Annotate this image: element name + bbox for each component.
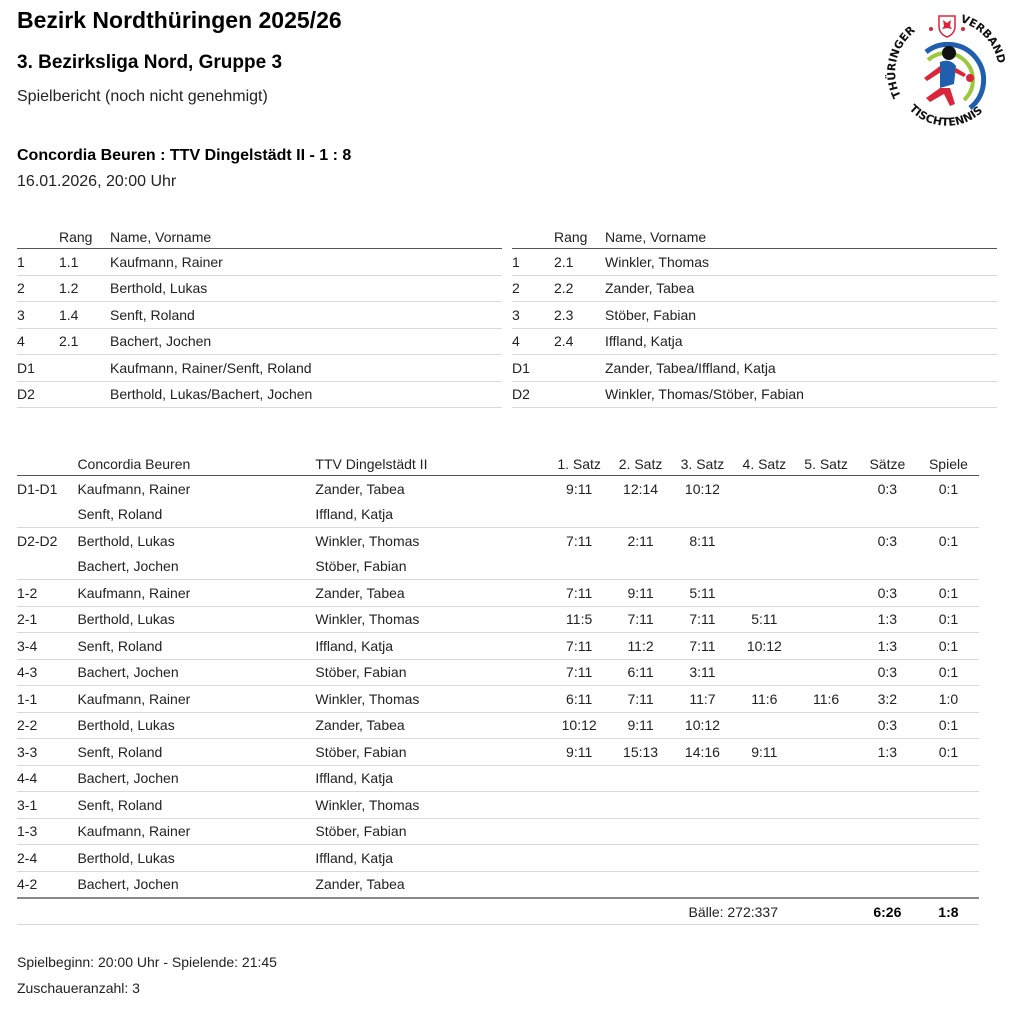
away-player: Zander, Tabea <box>315 871 548 898</box>
set5-header: 5. Satz <box>795 452 857 476</box>
set-4-score <box>733 871 795 898</box>
saetze-score: 0:3 <box>857 659 918 686</box>
set-5-score <box>795 845 857 872</box>
empty-cell <box>610 554 672 580</box>
logo-text-bottom: TISCHTENNIS <box>906 101 986 129</box>
spiele-score: 0:1 <box>918 712 979 739</box>
home-partner: Bachert, Jochen <box>77 554 315 580</box>
lineup-rang <box>59 355 110 382</box>
spiele-score: 0:1 <box>938 532 959 549</box>
match-row <box>17 792 979 819</box>
home-player: Senft, Roland <box>77 633 315 660</box>
lineup-rang: 1.4 <box>59 302 110 329</box>
set-2-score: 6:11 <box>610 659 672 686</box>
set-4-score <box>733 792 795 819</box>
lineup-name: Winkler, Thomas <box>605 249 997 276</box>
match-row <box>17 633 979 660</box>
set-3-score <box>672 765 734 792</box>
match-code: 3-3 <box>17 739 77 766</box>
away-player: Winkler, Thomas <box>315 532 420 549</box>
match-title: Concordia Beuren : TTV Dingelstädt II - 1 : 8 <box>17 147 352 164</box>
lineup-pos: 2 <box>512 275 554 302</box>
lineup-pos: 4 <box>512 328 554 355</box>
saetze-score: 1:3 <box>857 739 918 766</box>
set-3-score: 7:11 <box>672 606 734 633</box>
lineup-pos: 3 <box>17 302 59 329</box>
set-3-score: 14:16 <box>672 739 734 766</box>
away-player: Winkler, Thomas <box>315 606 548 633</box>
lineup-rang: 2.2 <box>554 275 605 302</box>
set-2-score <box>610 792 672 819</box>
name-header: Name, Vorname <box>605 226 997 249</box>
set4-header: 4. Satz <box>733 452 795 476</box>
lineup-name: Kaufmann, Rainer <box>110 249 502 276</box>
empty-cell <box>857 502 918 528</box>
away-player: Zander, Tabea <box>315 712 548 739</box>
home-team-header: Concordia Beuren <box>77 452 315 476</box>
saetze-score <box>857 765 918 792</box>
lineup-pos: 1 <box>17 249 59 276</box>
set-2-score <box>610 845 672 872</box>
set-5-score <box>795 606 857 633</box>
set-4-score <box>733 580 795 607</box>
set-4-score: 9:11 <box>733 739 795 766</box>
totals-row <box>17 898 979 925</box>
saetze-score: 0:3 <box>877 532 898 549</box>
empty-cell <box>549 554 610 580</box>
set-1-score: 7:11 <box>549 580 610 607</box>
set-3-score <box>672 845 734 872</box>
empty-cell <box>733 554 795 580</box>
match-row <box>17 580 979 607</box>
name-header: Name, Vorname <box>110 226 502 249</box>
lineup-row <box>512 249 997 276</box>
match-code: D1-D1 <box>17 480 58 497</box>
home-player: Berthold, Lukas <box>77 532 175 549</box>
set-1-score: 7:11 <box>549 633 610 660</box>
spiele-score <box>918 818 979 845</box>
spiele-score: 1:0 <box>918 686 979 713</box>
lineup-pos: 3 <box>512 302 554 329</box>
set-3-score: 10:12 <box>684 480 720 497</box>
away-player: Stöber, Fabian <box>315 739 548 766</box>
set-1-score <box>549 792 610 819</box>
match-row <box>17 476 979 502</box>
match-row <box>17 712 979 739</box>
away-partner: Iffland, Katja <box>315 502 548 528</box>
lineup-pos: D2 <box>512 381 554 408</box>
home-player: Kaufmann, Rainer <box>77 686 315 713</box>
home-lineup-table <box>17 226 502 408</box>
match-code: 4-2 <box>17 871 77 898</box>
lineup-row <box>17 275 502 302</box>
set-3-score: 5:11 <box>672 580 734 607</box>
pos-header <box>512 226 554 249</box>
lineup-pos: D2 <box>17 381 59 408</box>
set-3-score: 11:7 <box>672 686 734 713</box>
set-2-score <box>610 871 672 898</box>
lineup-pos: 1 <box>512 249 554 276</box>
set-1-score: 11:5 <box>549 606 610 633</box>
match-code: 1-1 <box>17 686 77 713</box>
away-player: Stöber, Fabian <box>315 818 548 845</box>
set-2-score: 12:14 <box>623 480 659 497</box>
saetze-score <box>857 845 918 872</box>
coat-of-arms-icon <box>939 16 955 37</box>
set-5-score <box>795 633 857 660</box>
lineup-row <box>512 275 997 302</box>
set-2-score: 7:11 <box>610 606 672 633</box>
lineup-row <box>17 249 502 276</box>
home-player: Kaufmann, Rainer <box>77 580 315 607</box>
rang-header: Rang <box>59 226 110 249</box>
set-1-score: 6:11 <box>549 686 610 713</box>
set-3-score: 10:12 <box>672 712 734 739</box>
empty-cell <box>795 554 857 580</box>
set-1-score <box>549 871 610 898</box>
lineup-rang: 2.1 <box>554 249 605 276</box>
home-player: Bachert, Jochen <box>77 871 315 898</box>
lineup-name: Berthold, Lukas/Bachert, Jochen <box>110 381 502 408</box>
lineup-rang: 1.1 <box>59 249 110 276</box>
set-1-score: 10:12 <box>549 712 610 739</box>
lineup-name: Stöber, Fabian <box>605 302 997 329</box>
set-1-score: 7:11 <box>566 532 593 549</box>
lineup-rang <box>554 355 605 382</box>
set-3-score <box>672 818 734 845</box>
home-partner: Senft, Roland <box>77 502 315 528</box>
lineup-name: Senft, Roland <box>110 302 502 329</box>
spiele-score: 0:1 <box>938 480 959 497</box>
code-header <box>17 452 77 476</box>
spiele-score <box>918 765 979 792</box>
saetze-header: Sätze <box>857 452 918 476</box>
spiele-header: Spiele <box>918 452 979 476</box>
lineup-rang <box>59 381 110 408</box>
spiele-score: 0:1 <box>918 606 979 633</box>
match-row-partner <box>17 502 979 528</box>
match-code: 1-2 <box>17 580 77 607</box>
match-code: 3-1 <box>17 792 77 819</box>
lineup-row <box>512 302 997 329</box>
empty-cell <box>857 554 918 580</box>
set-2-score <box>610 818 672 845</box>
match-row <box>17 765 979 792</box>
home-player: Senft, Roland <box>77 739 315 766</box>
set-4-score <box>733 659 795 686</box>
lineup-rang: 2.1 <box>59 328 110 355</box>
saetze-score <box>857 818 918 845</box>
home-player: Bachert, Jochen <box>77 659 315 686</box>
lineup-row <box>17 328 502 355</box>
balls-total: Bälle: 272:337 <box>610 898 857 925</box>
set-2-score: 9:11 <box>610 580 672 607</box>
lineup-row <box>17 302 502 329</box>
lineup-rang: 2.4 <box>554 328 605 355</box>
set-1-score: 7:11 <box>549 659 610 686</box>
empty-cell <box>610 502 672 528</box>
spectator-count: Zuschaueranzahl: 3 <box>17 980 140 996</box>
lineup-name: Winkler, Thomas/Stöber, Fabian <box>605 381 997 408</box>
home-player: Senft, Roland <box>77 792 315 819</box>
logo-text-left: THÜRINGER <box>885 23 918 101</box>
match-times: Spielbeginn: 20:00 Uhr - Spielende: 21:45 <box>17 954 277 970</box>
set-1-score: 9:11 <box>566 480 593 497</box>
away-player: Stöber, Fabian <box>315 659 548 686</box>
player-icon <box>924 44 984 108</box>
lineup-row <box>512 328 997 355</box>
set-4-score <box>733 476 795 502</box>
home-player: Bachert, Jochen <box>77 765 315 792</box>
lineup-name: Zander, Tabea <box>605 275 997 302</box>
lineup-row <box>17 355 502 382</box>
match-code: 3-4 <box>17 633 77 660</box>
set-5-score <box>795 712 857 739</box>
page-title: Bezirk Nordthüringen 2025/26 <box>17 7 342 33</box>
match-row <box>17 818 979 845</box>
set-3-score: 3:11 <box>672 659 734 686</box>
set-3-score: 7:11 <box>672 633 734 660</box>
empty-cell <box>795 502 857 528</box>
set-1-score <box>549 845 610 872</box>
set-5-score <box>795 765 857 792</box>
empty-cell <box>549 502 610 528</box>
spiele-score <box>918 871 979 898</box>
lineup-rang: 2.3 <box>554 302 605 329</box>
set-2-score: 15:13 <box>610 739 672 766</box>
lineup-rang <box>554 381 605 408</box>
lineup-row <box>512 381 997 408</box>
dot-icon <box>929 27 933 31</box>
set-5-score: 11:6 <box>795 686 857 713</box>
rang-header: Rang <box>554 226 605 249</box>
logo-text-right: VERBAND <box>958 12 1009 65</box>
saetze-score: 0:3 <box>857 712 918 739</box>
away-player: Iffland, Katja <box>315 765 548 792</box>
match-code: 2-2 <box>17 712 77 739</box>
set-5-score <box>795 528 857 554</box>
set1-header: 1. Satz <box>549 452 610 476</box>
away-team-header: TTV Dingelstädt II <box>315 452 548 476</box>
saetze-score: 1:3 <box>857 633 918 660</box>
away-player: Iffland, Katja <box>315 633 548 660</box>
set-4-score <box>733 818 795 845</box>
home-player: Berthold, Lukas <box>77 606 315 633</box>
set2-header: 2. Satz <box>610 452 672 476</box>
set-1-score <box>549 818 610 845</box>
match-row <box>17 871 979 898</box>
set-4-score <box>733 845 795 872</box>
match-code: D2-D2 <box>17 532 58 549</box>
set-2-score: 2:11 <box>627 532 654 549</box>
away-lineup-table <box>512 226 997 408</box>
set-4-score: 10:12 <box>733 633 795 660</box>
saetze-score: 1:3 <box>857 606 918 633</box>
set-5-score <box>795 792 857 819</box>
dot-icon <box>961 27 965 31</box>
ttv-logo <box>882 8 1012 138</box>
set-2-score: 7:11 <box>610 686 672 713</box>
spiele-score: 0:1 <box>918 739 979 766</box>
match-code-empty <box>17 554 77 580</box>
match-code-empty <box>17 502 77 528</box>
set-2-score: 9:11 <box>610 712 672 739</box>
match-row <box>17 606 979 633</box>
lineup-rang: 1.2 <box>59 275 110 302</box>
set-3-score <box>672 871 734 898</box>
empty-cell <box>672 502 734 528</box>
set-4-score <box>733 765 795 792</box>
lineup-row <box>17 381 502 408</box>
saetze-score <box>857 792 918 819</box>
set-4-score <box>733 712 795 739</box>
set-3-score <box>672 792 734 819</box>
set-3-score: 8:11 <box>689 532 716 549</box>
set-1-score: 9:11 <box>549 739 610 766</box>
home-player: Kaufmann, Rainer <box>77 480 191 497</box>
set-2-score <box>610 765 672 792</box>
set-5-score <box>795 871 857 898</box>
saetze-score: 0:3 <box>877 480 898 497</box>
empty-cell <box>672 554 734 580</box>
spiele-score <box>918 792 979 819</box>
match-code: 2-1 <box>17 606 77 633</box>
set-2-score: 11:2 <box>610 633 672 660</box>
spiele-score: 0:1 <box>918 633 979 660</box>
lineup-pos: 4 <box>17 328 59 355</box>
match-row <box>17 528 979 554</box>
match-row <box>17 686 979 713</box>
home-player: Kaufmann, Rainer <box>77 818 315 845</box>
set-5-score <box>795 818 857 845</box>
set-1-score <box>549 765 610 792</box>
match-code: 4-4 <box>17 765 77 792</box>
set3-header: 3. Satz <box>672 452 734 476</box>
results-table <box>17 452 979 925</box>
saetze-score: 0:3 <box>857 580 918 607</box>
pos-header <box>17 226 59 249</box>
saetze-score: 3:2 <box>857 686 918 713</box>
home-player: Berthold, Lukas <box>77 845 315 872</box>
lineup-name: Berthold, Lukas <box>110 275 502 302</box>
match-code: 2-4 <box>17 845 77 872</box>
lineup-pos: D1 <box>512 355 554 382</box>
lineup-pos: D1 <box>17 355 59 382</box>
match-row <box>17 845 979 872</box>
saetze-score <box>857 871 918 898</box>
lineup-pos: 2 <box>17 275 59 302</box>
match-row <box>17 659 979 686</box>
away-player: Winkler, Thomas <box>315 686 548 713</box>
set-4-score: 11:6 <box>733 686 795 713</box>
match-datetime: 16.01.2026, 20:00 Uhr <box>17 173 177 190</box>
lineup-name: Zander, Tabea/Iffland, Katja <box>605 355 997 382</box>
saetze-total: 6:26 <box>857 898 918 925</box>
spiele-score: 0:1 <box>918 659 979 686</box>
away-player: Iffland, Katja <box>315 845 548 872</box>
empty-cell <box>918 554 979 580</box>
set-5-score <box>795 476 857 502</box>
spiele-total: 1:8 <box>918 898 979 925</box>
home-player: Berthold, Lukas <box>77 712 315 739</box>
match-code: 4-3 <box>17 659 77 686</box>
away-partner: Stöber, Fabian <box>315 554 548 580</box>
lineup-name: Kaufmann, Rainer/Senft, Roland <box>110 355 502 382</box>
spiele-score: 0:1 <box>918 580 979 607</box>
set-4-score <box>733 528 795 554</box>
away-player: Zander, Tabea <box>315 480 405 497</box>
match-code: 1-3 <box>17 818 77 845</box>
empty-cell <box>918 502 979 528</box>
lineup-name: Bachert, Jochen <box>110 328 502 355</box>
set-5-score <box>795 580 857 607</box>
spiele-score <box>918 845 979 872</box>
match-row-partner <box>17 554 979 580</box>
empty-cell <box>733 502 795 528</box>
set-5-score <box>795 659 857 686</box>
league-title: 3. Bezirksliga Nord, Gruppe 3 <box>17 52 283 73</box>
match-row <box>17 739 979 766</box>
lineup-name: Iffland, Katja <box>605 328 997 355</box>
away-player: Winkler, Thomas <box>315 792 548 819</box>
away-player: Zander, Tabea <box>315 580 548 607</box>
set-4-score: 5:11 <box>733 606 795 633</box>
set-5-score <box>795 739 857 766</box>
report-status: Spielbericht (noch nicht genehmigt) <box>17 88 268 105</box>
lineup-row <box>512 355 997 382</box>
